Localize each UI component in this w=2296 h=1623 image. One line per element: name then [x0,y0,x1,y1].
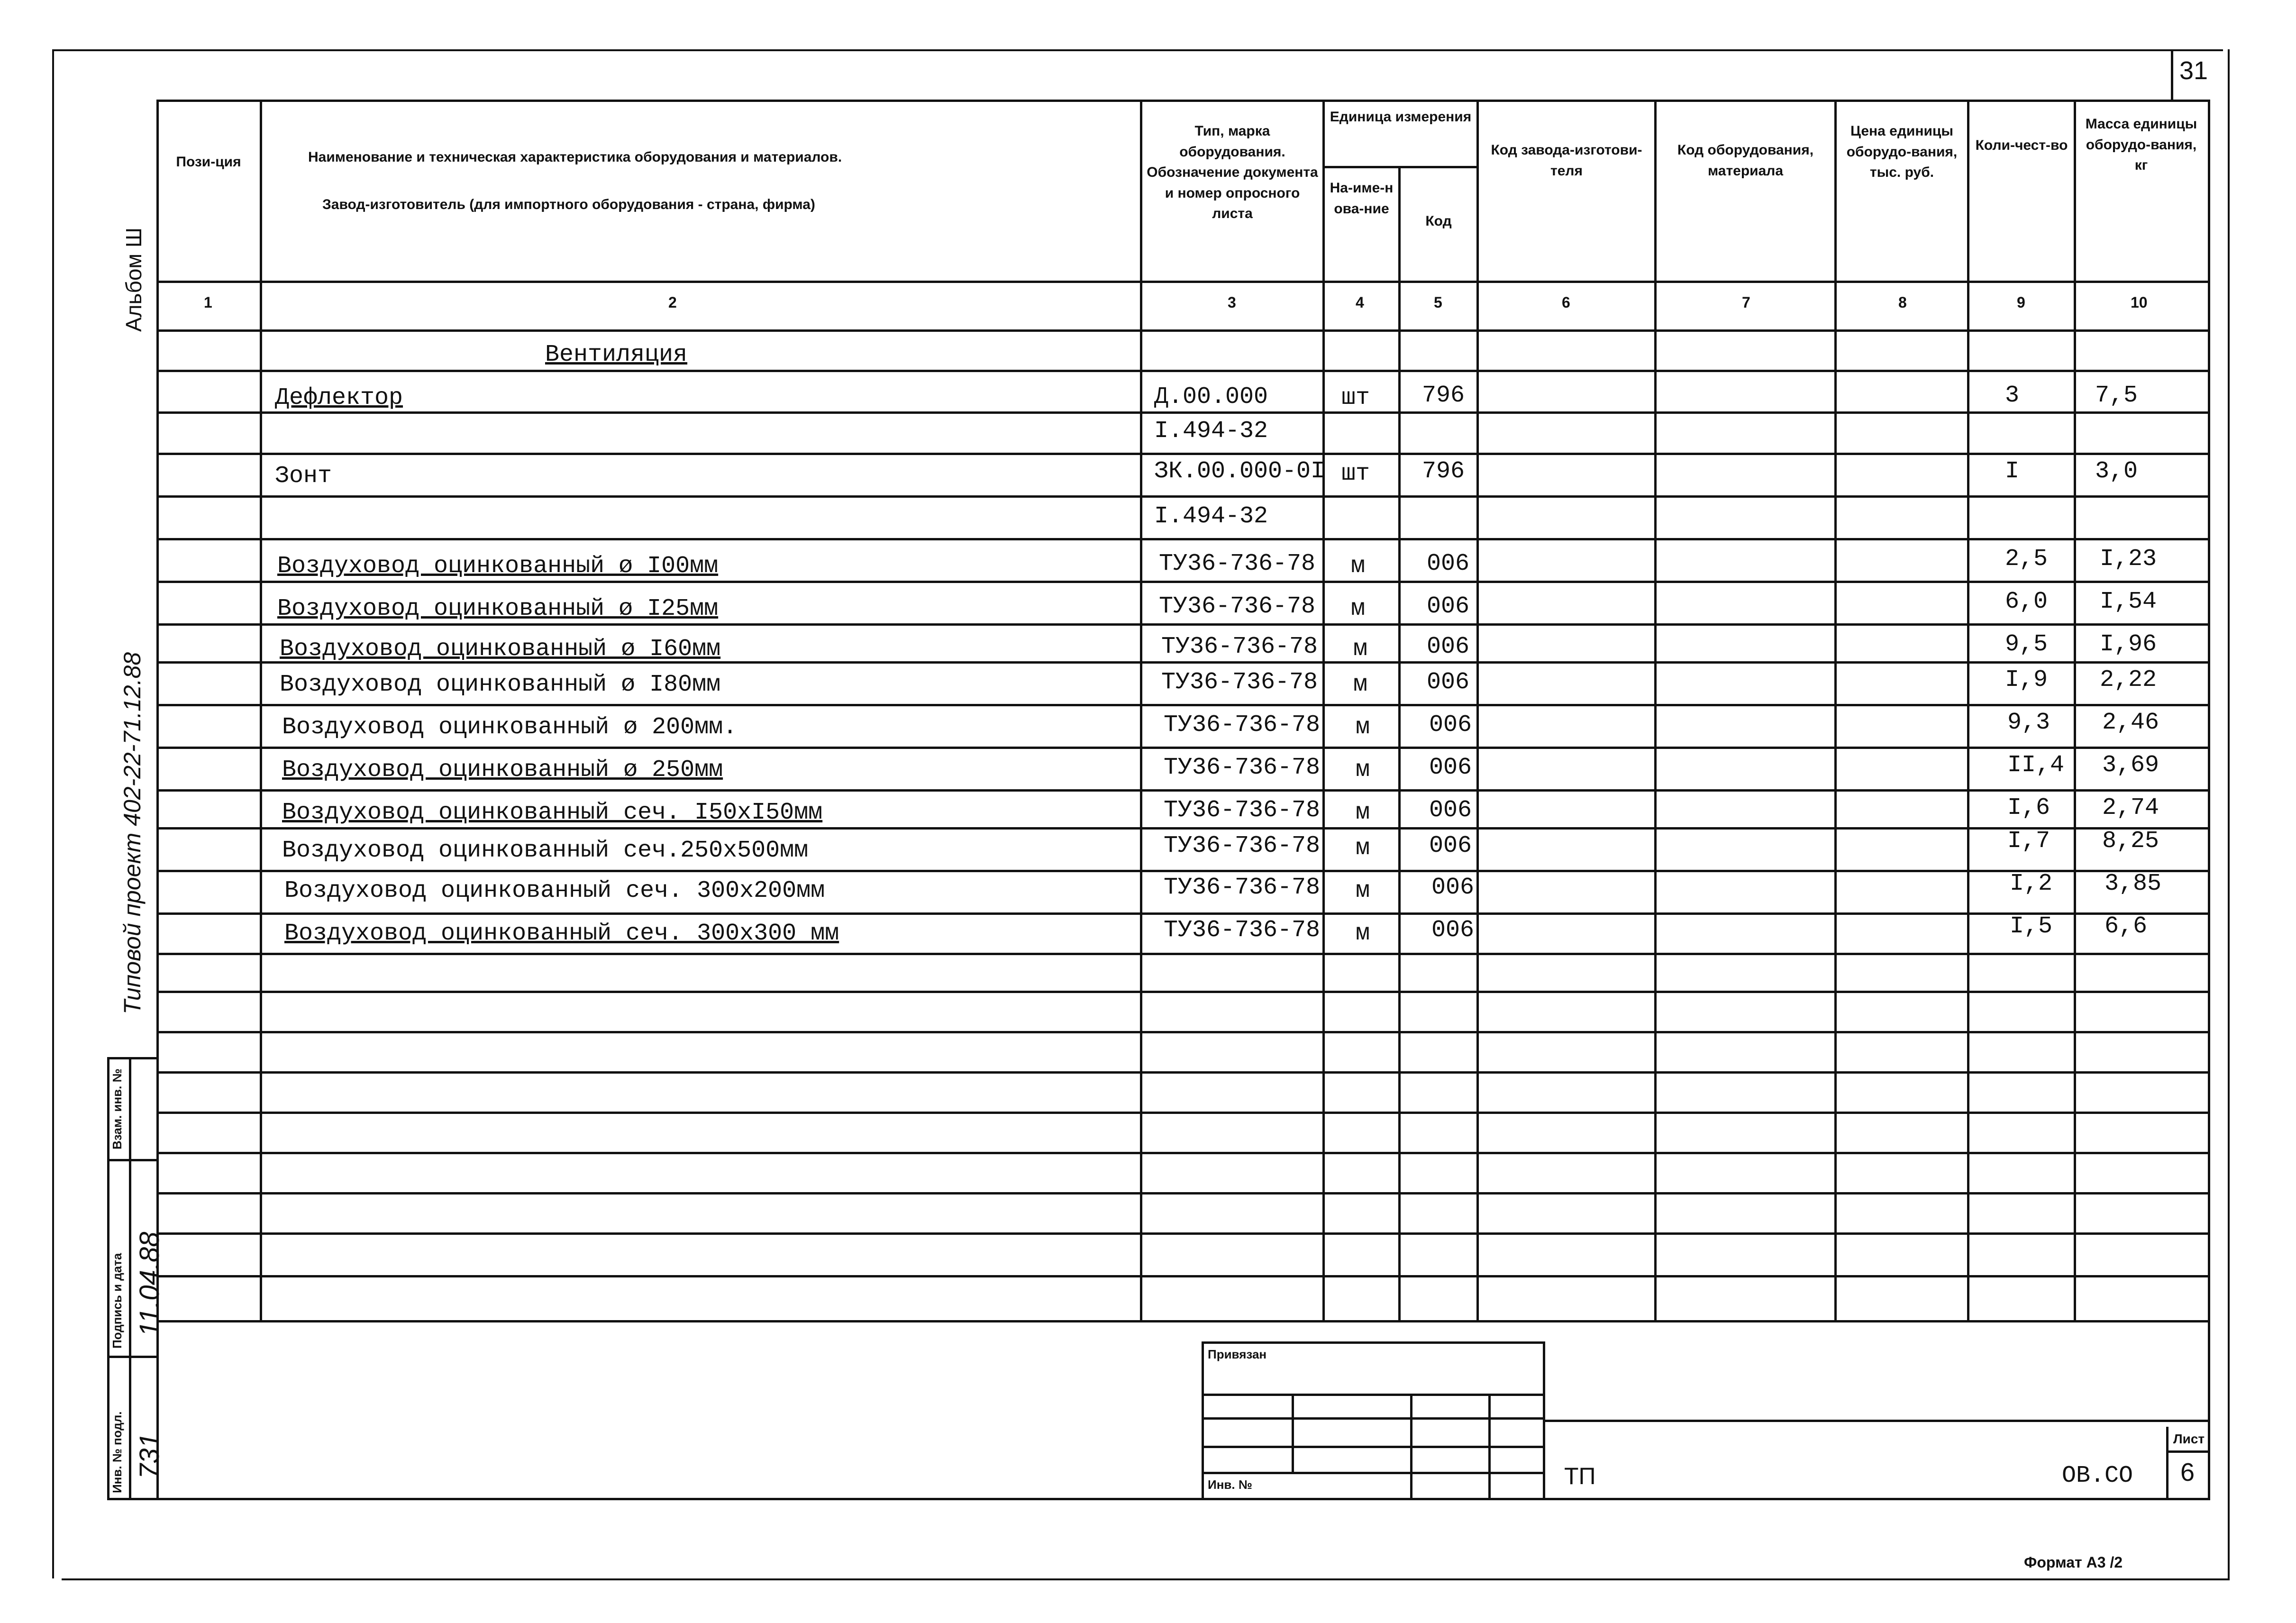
row-type: I.494-32 [1154,503,1268,530]
stamp-doc-code: ОВ.СО [2062,1462,2133,1489]
row-type: ТУ36-736-78 [1164,832,1321,859]
row-line [156,704,2209,706]
row-type: Д.00.000 [1154,383,1268,410]
format-note: Формат А3 /2 [2024,1554,2123,1571]
stamp-tp: ТП [1564,1463,1596,1489]
row-qty: 2,5 [2005,546,2048,573]
album-label: Альбом Ш [121,228,146,332]
row-line [156,623,2209,626]
row-unit: м [1356,920,1370,947]
row-line [156,953,2209,955]
row-code: 006 [1427,669,1470,696]
row-code: 006 [1431,917,1475,944]
header-unit-name: На-име-нова-ние [1330,180,1394,217]
row-code: 006 [1427,633,1470,660]
row-name: Дефлектор [275,384,403,411]
stamp-b-top [1543,1420,2209,1422]
row-qty: 9,3 [2007,709,2050,736]
row-mass: I,54 [2100,588,2157,615]
row-line [156,1112,2209,1114]
row-unit: м [1356,714,1370,741]
side-cell-replace-inv: Взам. инв. № [110,1068,124,1149]
colnum-3: 3 [1228,294,1236,311]
row-name: Воздуховод оцинкованный ø I00мм [277,553,719,580]
row-code: 006 [1429,832,1472,859]
colnum-5: 5 [1434,294,1442,311]
row-line [156,1071,2209,1074]
col-line-8 [1834,100,1837,1322]
row-mass: 2,22 [2100,666,2157,693]
row-mass: 7,5 [2095,382,2138,409]
col-line-4 [1322,100,1325,1322]
stamp-left-line [107,1057,109,1498]
row-code: 006 [1427,593,1470,620]
header-type: Тип, марка оборудования. Обозначение документа и номер опросного листа [1147,123,1318,221]
row-name: Воздуховод оцинкованный ø I80мм [280,671,721,698]
colnum-bottom-line [156,329,2209,332]
row-unit: м [1351,595,1366,622]
row-name: Воздуховод оцинкованный ø I60мм [280,636,721,663]
row-line [156,1031,2209,1033]
stamp-a-line [1202,1417,1543,1420]
frame-top [52,49,2223,51]
row-unit: м [1356,757,1370,784]
col-line-3 [1140,100,1142,1322]
row-type: ТУ36-736-78 [1159,550,1316,577]
row-type: ЗК.00.000-0I [1154,458,1325,485]
colnum-2: 2 [668,294,677,311]
header-bottom-line [156,281,2209,283]
col-line-7 [1654,100,1657,1322]
col-line-10 [2074,100,2076,1322]
row-qty: I,7 [2007,828,2050,855]
section-title: Вентиляция [545,341,688,368]
col-line-5 [1398,166,1401,1322]
table-top-line [156,100,2209,102]
sheet-box-mid [2166,1450,2209,1453]
stamp-a-top [1202,1341,1543,1344]
col-line-6 [1476,100,1479,1322]
row-line [156,370,2209,372]
row-unit: м [1353,671,1368,698]
row-type: ТУ36-736-78 [1159,593,1316,620]
signature-date: 11.04.88 [134,1231,165,1337]
header-mass: Масса единицы оборудо-вания, кг [2085,116,2197,173]
stamp-privyazan: Привязан [1208,1347,1267,1361]
project-label: Типовой проект 402-22-71.12.88 [119,652,146,1014]
row-code: 006 [1431,874,1475,901]
frame-right [2228,49,2230,1580]
row-unit: м [1351,553,1366,580]
colnum-9: 9 [2017,294,2025,311]
row-name: Воздуховод оцинкованный ø 200мм. [282,714,738,741]
inv-number: 731 [134,1433,165,1479]
row-qty: I,9 [2005,666,2048,693]
colnum-6: 6 [1562,294,1570,311]
row-code: 006 [1429,797,1472,824]
row-code: 006 [1429,711,1472,739]
row-mass: 2,46 [2102,709,2159,736]
stamp-a-col [1292,1394,1294,1472]
row-type: I.494-32 [1154,418,1268,445]
header-plant-code: Код завода-изготови-теля [1491,142,1642,179]
row-type: ТУ36-736-78 [1164,754,1321,781]
row-line [156,1152,2209,1154]
colnum-7: 7 [1742,294,1750,311]
row-unit: м [1356,799,1370,826]
row-qty: 6,0 [2005,588,2048,615]
row-code: 006 [1429,754,1472,781]
header-unit: Единица измерения [1330,109,1472,125]
row-line [156,538,2209,540]
row-mass: 6,6 [2105,913,2148,940]
colnum-1: 1 [204,294,212,311]
stamp-a-line [1202,1446,1543,1448]
row-type: ТУ36-736-78 [1161,633,1318,660]
stamp-sheet-label: Лист [2173,1432,2205,1446]
row-mass: I,96 [2100,631,2157,658]
row-unit: м [1353,636,1368,663]
header-name-line2: Завод-изготовитель (для импортного оборудования - страна, фирма) [322,197,815,212]
row-unit: м [1356,835,1370,862]
row-line [156,1232,2209,1235]
stamp-a-col [1488,1394,1491,1498]
row-mass: 2,74 [2102,794,2159,821]
col-line-9 [1967,100,1969,1322]
colnum-10: 10 [2131,294,2148,311]
row-type: ТУ36-736-78 [1161,669,1318,696]
row-mass: 8,25 [2102,828,2159,855]
row-code: 796 [1422,458,1465,485]
row-unit: м [1356,877,1370,904]
row-mass: I,23 [2100,546,2157,573]
colnum-4: 4 [1356,294,1364,311]
header-name-line1: Наименование и техническая характеристика оборудования и материалов. [308,149,842,165]
stamp-a-line [1202,1394,1543,1396]
table-bottom-line [107,1498,2210,1500]
row-name: Воздуховод оцинкованный сеч. I50xI50мм [282,799,823,826]
row-name: Воздуховод оцинкованный сеч. 300x200мм [284,877,825,904]
row-line [156,870,2209,872]
stamp-a-left [1202,1341,1204,1498]
row-type: ТУ36-736-78 [1164,711,1321,739]
header-price: Цена единицы оборудо-вания, тыс. руб. [1846,123,1958,180]
row-name: Воздуховод оцинкованный сеч. 300x300 мм [284,920,839,947]
side-stamp-line [107,1159,158,1161]
stamp-a-col [1410,1394,1412,1498]
row-line [156,1275,2209,1277]
sheet-number: 31 [2179,56,2208,85]
row-unit: шт [1341,460,1370,487]
row-qty: I,2 [2010,870,2053,897]
row-qty: 9,5 [2005,631,2048,658]
row-type: ТУ36-736-78 [1164,917,1321,944]
row-line [156,1320,2209,1322]
side-stamp-top [107,1057,158,1059]
row-line [156,1192,2209,1194]
frame-bottom [62,1578,2230,1580]
header-equip-code: Код оборудования, материала [1677,142,1814,179]
side-stamp-line [107,1356,158,1358]
row-name: Воздуховод оцинкованный сеч.250x500мм [282,837,809,864]
row-line [156,827,2209,830]
row-line [156,789,2209,792]
row-code: 006 [1427,550,1470,577]
row-line [156,411,2209,414]
stamp-sheet-value: 6 [2180,1458,2195,1486]
row-line [156,495,2209,498]
row-code: 796 [1422,382,1465,409]
row-line [156,581,2209,583]
row-line [156,453,2209,455]
row-line [156,912,2209,915]
header-position: Пози-ция [176,154,241,170]
sheet-box-left [2166,1427,2168,1498]
row-mass: 3,0 [2095,458,2138,485]
side-cell-inv-orig: Инв. № подл. [110,1411,124,1493]
row-type: ТУ36-736-78 [1164,874,1321,901]
row-name: Зонт [275,463,332,490]
row-mass: 3,85 [2105,870,2162,897]
row-line [156,991,2209,993]
colnum-8: 8 [1898,294,1907,311]
row-unit: шт [1341,384,1370,411]
row-qty: I,6 [2007,794,2050,821]
stamp-inv-no: Инв. № [1208,1477,1252,1492]
row-type: ТУ36-736-78 [1164,797,1321,824]
row-mass: 3,69 [2102,752,2159,779]
header-unit-code: Код [1425,213,1452,229]
sheet-number-box-left [2171,49,2173,100]
row-line [156,747,2209,749]
side-stamp-mid [129,1057,131,1498]
table-right-line [2208,100,2210,1498]
row-qty: 3 [2005,382,2020,409]
side-cell-sign-date: Подпись и дата [110,1253,124,1349]
header-qty: Коли-чест-во [1975,137,2068,153]
row-qty: II,4 [2007,752,2065,779]
stamp-a-line [1202,1472,1543,1474]
row-name: Воздуховод оцинкованный ø I25мм [277,595,719,622]
row-qty: I,5 [2010,913,2053,940]
row-qty: I [2005,458,2020,485]
row-name: Воздуховод оцинкованный ø 250мм [282,757,723,784]
frame-left [52,49,54,1578]
col-line-2 [260,100,262,1322]
